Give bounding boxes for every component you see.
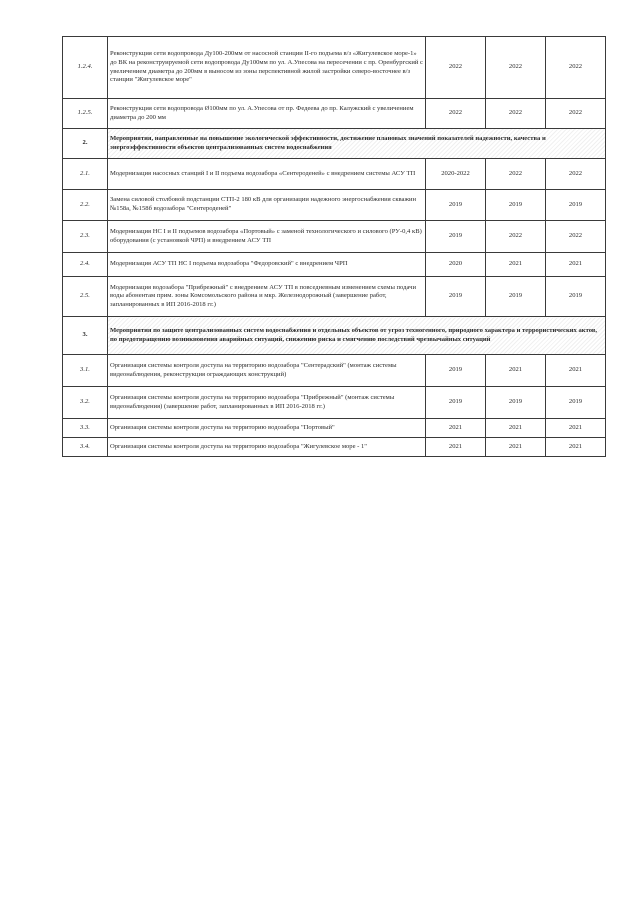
row-year-2: 2021 [486,438,546,457]
row-description: Организация системы контроля доступа на территорию водозабора "Прибрежный" (монтаж системы видеонаблюдения) (завершение работ, запланированных в ИП 2016-2018 гг.) [108,387,426,419]
row-year-3: 2019 [546,387,606,419]
row-year-3: 2021 [546,438,606,457]
row-year-3: 2022 [546,159,606,190]
row-year-1: 2019 [426,190,486,221]
row-year-1: 2020-2022 [426,159,486,190]
section-number: 3. [63,317,108,355]
section-number: 2. [63,129,108,159]
row-number: 2.5. [63,277,108,317]
table-row [63,253,606,277]
row-year-3: 2022 [546,221,606,253]
row-year-1: 2019 [426,355,486,387]
row-year-3: 2021 [546,355,606,387]
row-year-2: 2022 [486,159,546,190]
row-year-1: 2021 [426,419,486,438]
row-year-2: 2019 [486,387,546,419]
table-row [63,387,606,419]
table-row [63,37,606,99]
row-year-1: 2020 [426,253,486,277]
row-year-1: 2019 [426,221,486,253]
row-year-2: 2022 [486,37,546,99]
row-year-1: 2019 [426,277,486,317]
row-year-1: 2021 [426,438,486,457]
row-description: Реконструкция сети водопровода Ду100-200мм от насосной станции II-го подъема в/з «Жигулевское море-1» до ВК на реконструируемой сети водопровода Ду100мм по ул. А.Упесова на пересечении с пр. Оренбургский с увеличением диаметра до 200мм в выносом из зоны перспективной жилой застройки северо-восточнее в/з станции "Жигулевское море" [108,37,426,99]
row-description: Организация системы контроля доступа на территорию водозабора "Портовый" [108,419,426,438]
row-year-3: 2022 [546,99,606,129]
row-number: 2.4. [63,253,108,277]
row-number: 2.2. [63,190,108,221]
row-description: Организация системы контроля доступа на территорию водозабора "Жигулевское море - 1" [108,438,426,457]
table-row [63,99,606,129]
row-year-2: 2019 [486,190,546,221]
row-description: Модернизация НС I и II подъемов водозабора «Портовый» с заменой технологического и силового (РУ-0,4 кВ) оборудования (с установкой ЧРП) и внедрением АСУ ТП [108,221,426,253]
row-number: 1.2.4. [63,37,108,99]
row-year-1: 2022 [426,99,486,129]
section-row [63,317,606,355]
table-row [63,277,606,317]
measures-table-body [63,37,606,457]
table-row [63,438,606,457]
row-number: 3.3. [63,419,108,438]
row-year-2: 2022 [486,99,546,129]
row-year-3: 2021 [546,253,606,277]
table-row [63,419,606,438]
row-description: Модернизация водозабора "Прибрежный" с внедрением АСУ ТП в повседневным изменением схемы подачи воды абонентам прим. зоны Комсомольского района и мкр. Железнодорожный (завершение работ, запланированных в ИП 2016-2018 гг.) [108,277,426,317]
row-description: Реконструкция сети водопровода Ø100мм по ул. А.Упесова от пр. Федеева до пр. Калужский с увеличением диаметра до 200 мм [108,99,426,129]
row-year-1: 2019 [426,387,486,419]
row-year-2: 2021 [486,419,546,438]
row-year-3: 2019 [546,277,606,317]
section-title: Мероприятия по защите централизованных систем водоснабжения и отдельных объектов от угроз техногенного, природного характера и террористических актов, по предотвращению возникновения аварийных ситуаций, снижению риска и смягчению последствий чрезвычайных ситуаций [108,317,606,355]
table-row [63,221,606,253]
row-description: Модернизация АСУ ТП НС I подъема водозабора "Федоровский" с внедрением ЧРП [108,253,426,277]
table-row [63,159,606,190]
row-year-3: 2021 [546,419,606,438]
row-description: Замена силовой столбовой подстанции СТП-2 180 кВ для организации надежного энергоснабжения скважин №158а, №158б водозабора "Сентероденей" [108,190,426,221]
row-description: Организация системы контроля доступа на территорию водозабора "Сентерадский" (монтаж системы видеонаблюдения, реконструкция ограждающих конструкций) [108,355,426,387]
row-year-3: 2022 [546,37,606,99]
row-number: 2.1. [63,159,108,190]
row-number: 1.2.5. [63,99,108,129]
table-row [63,355,606,387]
row-description: Модернизация насосных станций I и II подъема водозабора «Сентероденей» с внедрением системы АСУ ТП [108,159,426,190]
row-number: 2.3. [63,221,108,253]
row-year-2: 2021 [486,253,546,277]
measures-table [62,36,606,457]
row-year-1: 2022 [426,37,486,99]
row-year-2: 2019 [486,277,546,317]
row-year-2: 2021 [486,355,546,387]
row-year-3: 2019 [546,190,606,221]
row-year-2: 2022 [486,221,546,253]
row-number: 3.4. [63,438,108,457]
section-row [63,129,606,159]
row-number: 3.2. [63,387,108,419]
row-number: 3.1. [63,355,108,387]
section-title: Мероприятия, направленные на повышение экологической эффективности, достижение плановых значений показателей надежности, качества и энергоэффективности объектов централизованных систем водоснабжения [108,129,606,159]
table-row [63,190,606,221]
